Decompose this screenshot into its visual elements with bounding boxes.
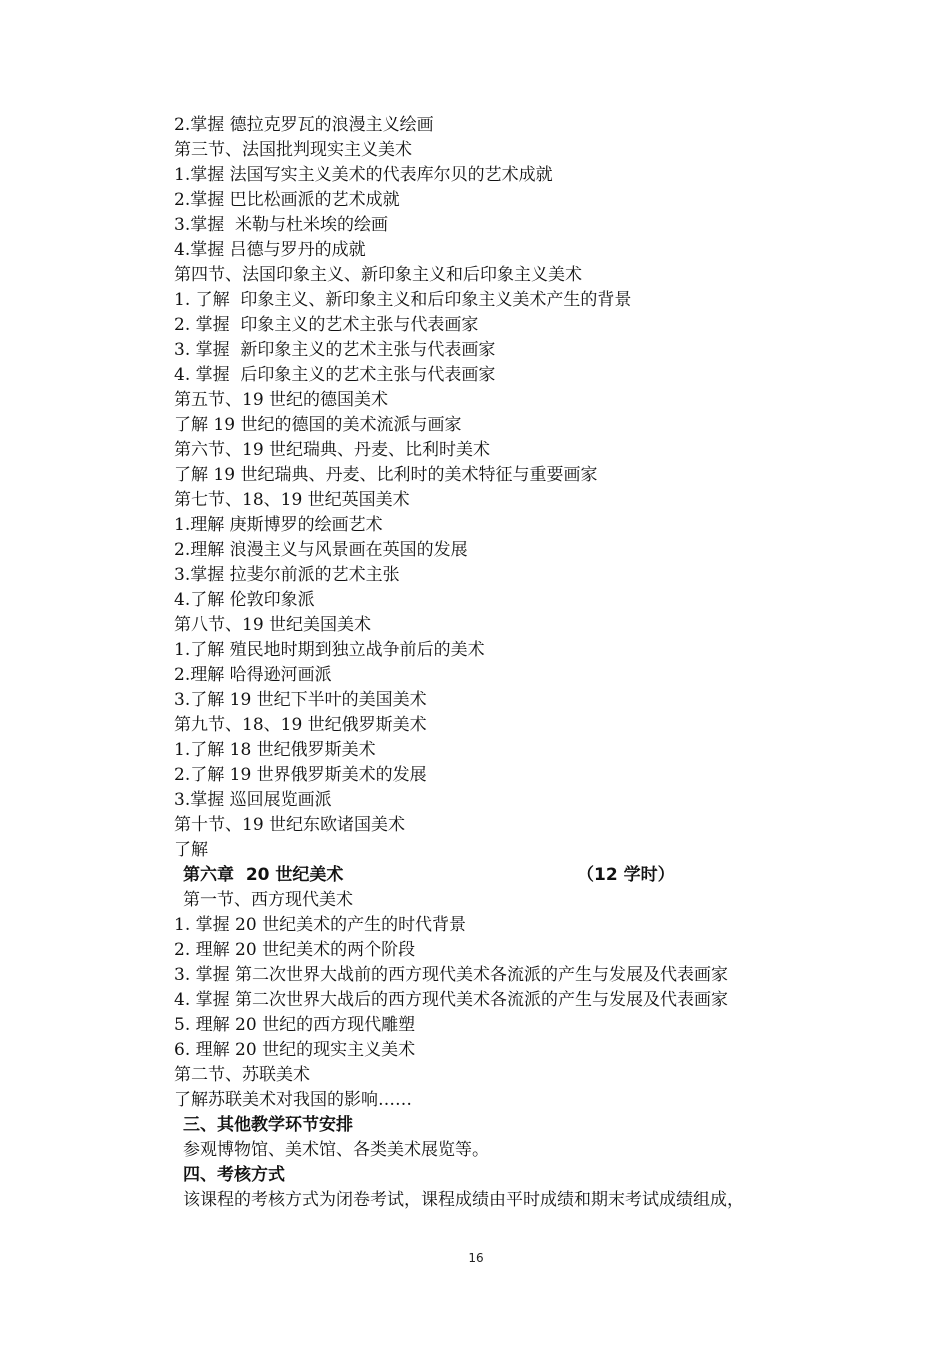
list-item: 4. 掌握 第二次世界大战后的西方现代美术各流派的产生与发展及代表画家 (174, 990, 729, 1010)
list-item: 3. 掌握 第二次世界大战前的西方现代美术各流派的产生与发展及代表画家 (174, 965, 729, 985)
section-heading: 第四节、法国印象主义、新印象主义和后印象主义美术 (174, 265, 582, 285)
section-heading: 第六节、19 世纪瑞典、丹麦、比利时美术 (174, 440, 491, 460)
section-heading: 第三节、法国批判现实主义美术 (174, 140, 412, 160)
text-line: 1. 了解 印象主义、新印象主义和后印象主义美术产生的背景 (174, 290, 632, 310)
section-heading: 第八节、19 世纪美国美术 (174, 615, 372, 635)
text-line: 3.掌握 巡回展览画派 (174, 790, 332, 810)
section-heading: 第十节、19 世纪东欧诸国美术 (174, 815, 406, 835)
text-line: 2. 掌握 印象主义的艺术主张与代表画家 (174, 315, 479, 335)
text-line: 2.掌握 德拉克罗瓦的浪漫主义绘画 (174, 115, 434, 135)
text-line: 3.掌握 米勒与杜米埃的绘画 (174, 215, 389, 235)
text-line: 3. 掌握 新印象主义的艺术主张与代表画家 (174, 340, 496, 360)
text-line: 1.掌握 法国写实主义美术的代表库尔贝的艺术成就 (174, 165, 553, 185)
text-line: 2.理解 浪漫主义与风景画在英国的发展 (174, 540, 468, 560)
part-heading: 三、其他教学环节安排 (183, 1115, 353, 1135)
section-heading: 第五节、19 世纪的德国美术 (174, 390, 389, 410)
list-item: 5. 理解 20 世纪的西方现代雕塑 (174, 1015, 416, 1035)
text-line: 1.理解 庚斯博罗的绘画艺术 (174, 515, 383, 535)
text-line: 1.了解 18 世纪俄罗斯美术 (174, 740, 376, 760)
text-line: 了解 19 世纪瑞典、丹麦、比利时的美术特征与重要画家 (174, 465, 598, 485)
text-line: 了解苏联美术对我国的影响…… (174, 1090, 412, 1110)
section-heading: 第七节、18、19 世纪英国美术 (174, 490, 410, 510)
text-line: 4.掌握 吕德与罗丹的成就 (174, 240, 366, 260)
text-line: 3.了解 19 世纪下半叶的美国美术 (174, 690, 427, 710)
text-line: 2.掌握 巴比松画派的艺术成就 (174, 190, 400, 210)
text-line: 参观博物馆、美术馆、各类美术展览等。 (183, 1140, 489, 1160)
chapter-hours: （12 学时） (577, 865, 675, 885)
chapter-title: 第六章 20 世纪美术 (183, 865, 344, 885)
list-item: 2. 理解 20 世纪美术的两个阶段 (174, 940, 416, 960)
text-line: 该课程的考核方式为闭卷考试，课程成绩由平时成绩和期末考试成绩组成， (183, 1190, 744, 1210)
part-heading: 四、考核方式 (183, 1165, 285, 1185)
text-line: 4.了解 伦敦印象派 (174, 590, 315, 610)
text-line: 了解 19 世纪的德国的美术流派与画家 (174, 415, 462, 435)
text-line: 4. 掌握 后印象主义的艺术主张与代表画家 (174, 365, 496, 385)
section-heading: 第二节、苏联美术 (174, 1065, 310, 1085)
page-content (174, 113, 874, 1213)
chapter-heading (174, 863, 874, 888)
section-heading: 第九节、18、19 世纪俄罗斯美术 (174, 715, 427, 735)
section-heading: 第一节、西方现代美术 (183, 890, 353, 910)
list-item: 6. 理解 20 世纪的现实主义美术 (174, 1040, 416, 1060)
text-line: 1.了解 殖民地时期到独立战争前后的美术 (174, 640, 485, 660)
text-line: 3.掌握 拉斐尔前派的艺术主张 (174, 565, 400, 585)
text-line: 了解 (174, 840, 208, 860)
text-line: 2.了解 19 世界俄罗斯美术的发展 (174, 765, 427, 785)
page-number: 16 (468, 1251, 484, 1265)
list-item: 1. 掌握 20 世纪美术的产生的时代背景 (174, 915, 467, 935)
text-line: 2.理解 哈得逊河画派 (174, 665, 332, 685)
